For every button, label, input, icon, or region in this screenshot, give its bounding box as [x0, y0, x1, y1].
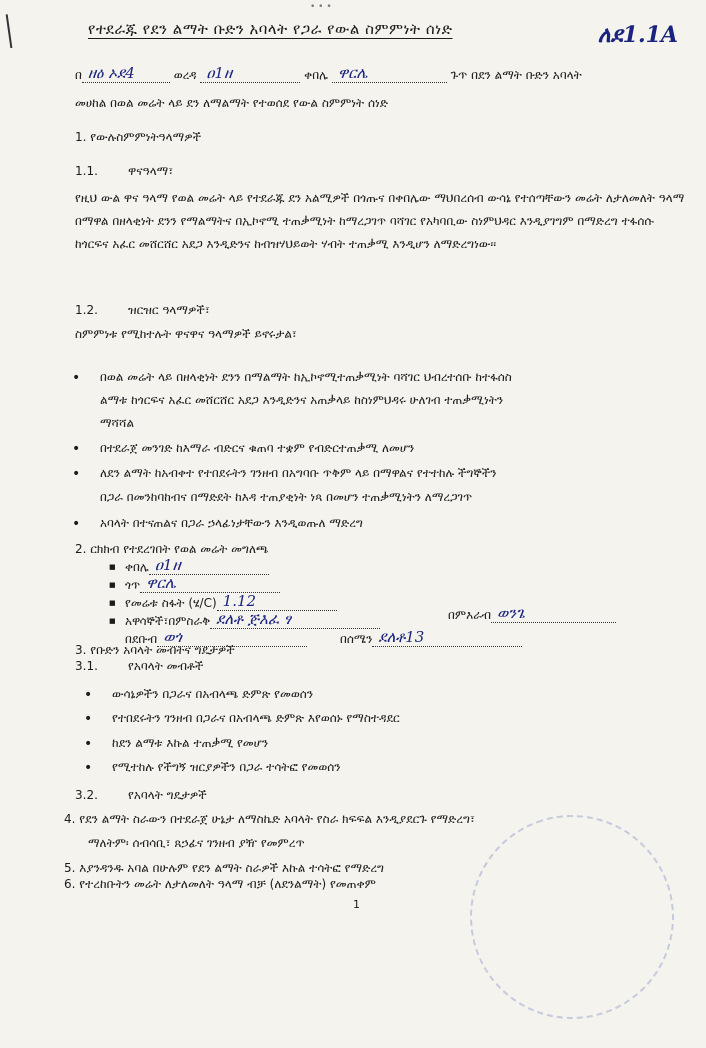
- objective-bullet-4: • አባላት በተናጠልና በጋራ ኃላፊነታቸውን እንዲወጡለ ማድረግ: [100, 516, 363, 531]
- duty-4-line-1: 4. የደን ልማት ስራውን በተደራጀ ሁኔታ ለማስኬድ አባላት የስራ ክፍፍል እንዲያደርጉ የማድረግ፣: [64, 812, 475, 826]
- duty-5-line: 5. እያንዳንዱ አባል በሁሉም የደን ልማት ስራዎች እኩል ተሳትፎ የማድረግ: [64, 861, 385, 875]
- rights-bullet-3: • ከደን ልማቱ እኩል ተጠቃሚ የመሆን: [112, 736, 268, 751]
- land-west-row: [448, 604, 616, 623]
- land-area-handwriting: 1.12: [222, 592, 257, 610]
- objective-bullet-2: • በተደራጀ መንገድ ከእማራ ብድርና ቁጠባ ተቋም የብድርተጠቃሚ ለመሆን: [100, 441, 414, 456]
- land-north-handwriting: ደለቶ13: [378, 628, 425, 646]
- woreda-field: [200, 64, 300, 83]
- intro-prefix: በ: [75, 68, 82, 82]
- intro-line-1: [75, 64, 582, 83]
- section-3-2-title: የአባላት ግዴታዎች: [128, 788, 207, 802]
- faded-stamp: [441, 786, 702, 1047]
- land-area-label: የመሬቱ ስፋት (ሄ/C): [125, 596, 217, 610]
- section-3-2-number: 3.2.: [75, 788, 98, 802]
- section-3-1-number: 3.1.: [75, 659, 98, 673]
- region-field: [82, 64, 170, 83]
- land-kebele-handwriting: ዐ1ዘ: [154, 556, 181, 574]
- land-south-handwriting: ወጎ: [163, 628, 182, 646]
- land-got-label: ጎጥ: [125, 578, 141, 592]
- land-north-field: [372, 628, 522, 647]
- land-area-row: [125, 592, 337, 611]
- land-west-field: [491, 604, 616, 623]
- section-1-2-title: ዝርዝር ዓላማዎች፣: [128, 303, 210, 317]
- land-east-field: [210, 610, 380, 629]
- section-2-heading: 2. ርክክብ የተደረገበት የወል መሬት መግለጫ: [75, 542, 269, 556]
- section-1-2-number: 1.2.: [75, 303, 98, 317]
- kebele-field: [332, 64, 447, 83]
- objective-bullet-1b: ልማቱ ከጎርፍና አፈር መሸርሸር አደጋ እንዲድንና አጠቃላይ ከስነምህዳሩ ሁለገብ ተጠቃሚነትን: [100, 393, 504, 407]
- land-kebele-field: [149, 556, 269, 575]
- margin-pen-mark: [6, 14, 16, 48]
- land-area-field: [217, 592, 337, 611]
- intro-line-2: መሀከል በወል መሬት ላይ ደን ለማልማት የተወሰደ የውል ስምምነት ሰነድ: [75, 96, 389, 110]
- land-east-label: አዋሳኞች፣በምስራቅ: [125, 614, 211, 628]
- land-east-handwriting: ደለቶ ጅእፈ ፃ: [216, 610, 292, 628]
- land-west-handwriting: ወንጌ: [496, 604, 525, 622]
- objective-bullet-3a: • ለደን ልማት ከአብቀተ የተበደሩትን ገንዘብ በአግባቡ ጥቅም ላይ በማዋልና የተተከሉ ችግኞችን: [100, 466, 496, 481]
- land-got-handwriting: ዋርሌ: [146, 574, 176, 592]
- land-west-label: በምእራብ: [448, 608, 491, 622]
- rights-bullet-4: • የሚተከሉ የችግኝ ዝርያዎችን በጋራ ተሳትፎ የመወሰን: [112, 760, 341, 775]
- land-east-row: [125, 610, 380, 629]
- objective-bullet-3b: በጋራ በመንከባከብና በማድደት ከእዳ ተጠያቂነት ነጻ በመሆን ተጠቃሚነትን ለማረጋገጥ: [100, 490, 473, 504]
- kebele-label: ቀበሌ: [304, 68, 328, 82]
- section-3-heading: 3. የቡድን አባላት መብትና ግዴታዎች: [75, 643, 235, 657]
- reference-number: ለደ1.1A: [597, 22, 678, 48]
- rights-bullet-2: • የተበደሩትን ገንዘብ በጋራና በአብላጫ ድምጽ እየወሰኑ የማስተዳደር: [112, 711, 400, 726]
- woreda-label: ወረዳ: [173, 68, 197, 82]
- land-kebele-row: [125, 556, 269, 575]
- intro-text-1: ጉጥ በደን ልማት ቡድን አባላት: [450, 68, 582, 82]
- section-1-1-number: 1.1.: [75, 164, 98, 178]
- region-handwriting: ዘዕ ኦደ4: [87, 64, 135, 82]
- land-north-label: በሰሜን: [340, 632, 373, 646]
- land-got-field: [140, 574, 280, 593]
- rights-bullet-1: • ውሳኔዎችን በጋራና በአብላጫ ድምጽ የመወሰን: [112, 687, 313, 702]
- woreda-handwriting: ዐ1ዘ: [206, 64, 233, 82]
- objective-bullet-1c: ማሻሻል: [100, 416, 135, 430]
- document-title: የተደራጁ የደን ልማት ቡድን አባላት የጋራ የውል ስምምነት ሰነድ: [88, 20, 453, 38]
- kebele-handwriting: ዋርሌ: [337, 64, 368, 82]
- land-north-row: [340, 628, 522, 647]
- section-1-1-paragraph: የዚህ ውል ዋና ዓላማ የወል መሬት ላይ የተደራጁ ደን አልሚዎች በጎጡና በቀበሌው ማህበረሰብ ውሳኔ የተሰጣቸውን መሬት ለታለመለት ዓላማ በማዋል በዘላቂነት ደንን የማልማትና በኢኮኖሚ ተጠቃሚነት ከማረጋገጥ ባሻገር የአካባቢው ስነምህዳር እንዲያገግም በማድረግ ተፋሰሱ ከጎርፍና አፈር መሸርሸር አደጋ እንዲድንና ከብዝሃህይወት ሃብት ተጠቃሚ እንዲሆን ለማድረግነው፡፡: [75, 191, 685, 251]
- top-margin-mark: • • •: [310, 2, 332, 12]
- duty-6-line: 6. የተረከቡትን መሬት ለታለመለት ዓላማ ብቻ (ለደንልማት) የመጠቀም: [64, 877, 376, 891]
- land-got-row: [125, 574, 280, 593]
- section-1-1-title: ዋናዓላማ፣: [128, 164, 174, 178]
- section-3-1-title: የአባላት መብቶች: [128, 659, 204, 673]
- section-1-2-intro: ስምምነቱ የሚከተሉት ዋናዋና ዓላማዎች ይኖሩታል፣: [75, 327, 297, 341]
- land-south-label: በደቡብ: [125, 632, 158, 646]
- land-kebele-label: ቀበሌ: [125, 560, 149, 574]
- section-1-heading: 1. የውሉስምምነትዓላማዎች: [75, 130, 202, 144]
- objective-bullet-1a: • በወል መሬት ላይ በዘላቂነት ደንን በማልማት ከኢኮኖሚተጠቃሚነት ባሻገር ህብረተሰቡ ከተፋሰስ: [100, 370, 512, 385]
- page-number: 1: [353, 898, 360, 911]
- duty-4-line-2: ማለትም፡ ሰብሳቢ፣ ጸኃፊና ገንዘብ ያዥ የመምረጥ: [88, 836, 305, 850]
